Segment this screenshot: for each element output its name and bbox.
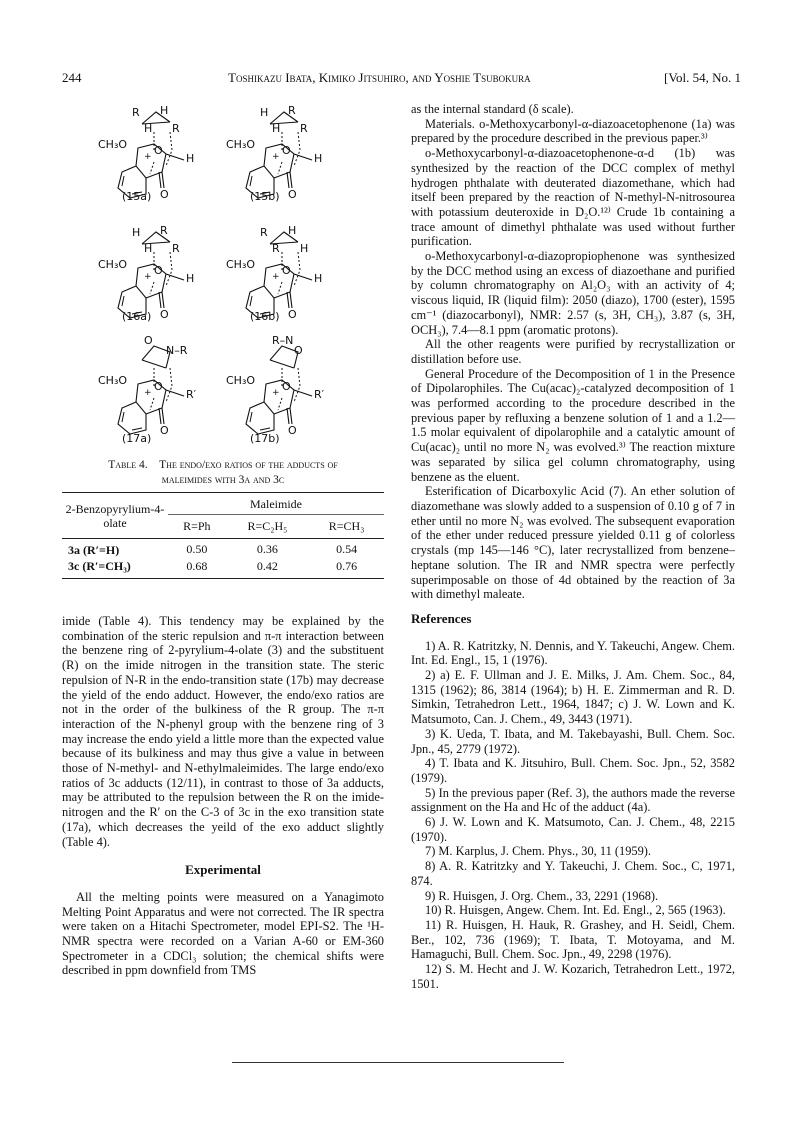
methoxy-label: CH₃O [226,138,256,151]
experimental-paragraph: All the melting points were measured on a Yanagimoto Melting Point Apparatus and were not corrected. The IR spectra were taken on a Hitachi Spectrometer, model EPI-S2. The ¹H-NMR spectra were recorded on a Varian A-60 or EM-360 Spectrometer in a CDCl₃ solution; the chemical shifts were described in ppm downfield from TMS [62,889,384,978]
carbonyl-oxygen-label: O [160,424,169,437]
reference-item: 2) a) E. F. Ullman and J. E. Milks, J. Am. Chem. Soc., 84, 1315 (1962); 86, 3814 (1964); b) H. E. Zimmerman and R. D. Simkin, Tetrahedron Lett., 1964, 1847; c) J. W. Lown and K. Matsumoto, Can. J. Chem., 49, 3443 (1971). [411,668,735,727]
substituent-right: R′ [314,388,325,401]
ring-oxygen-label: O [282,144,291,157]
plus-charge: + [144,272,152,282]
plus-charge: + [272,152,280,162]
discussion-paragraph: imide (Table 4). This tendency may be explained by the combination of the steric repulsion and π-π interaction between the benzene ring of 2-pyrylium-4-olate (3) and the substituent (R) on the imide nitrogen in the transition state. The steric repulsion of N-R in the endo-transition state (17b) may decrease the yield of the endo adduct. However, the endo/exo ratios are not in the order of the bulkiness of the R group. The π-π interaction of the N-phenyl group with the benzene ring of 3 may increase the endo yield a little more than the expected value because of its bulkiness and may thus give a value in between those of N-methyl- and N-ethylmaleimides. The large endo/exo ratios of 3c adducts (12/11), in contrast to those of 3a adducts, may be attributed to the repulsion between the R on the imide-nitrogen and the R′ on the C-3 of 3c in the exo transition state (17a), which decreases the yeild of the exo adduct slightly (Table 4). [62,614,384,849]
reference-item: 10) R. Huisgen, Angew. Chem. Int. Ed. Engl., 2, 565 (1963). [425,903,726,918]
substituent-right: H [314,272,323,285]
substituent-top-left: H [260,106,269,119]
table-cell: 0.50 [186,542,208,556]
table-row-label: 3a (R′=H) [68,542,120,557]
esterification-paragraph: Esterification of Dicarboxylic Acid (7). An ether solution of diazomethane was slowly added to a suspension of 0.10 g of 7 in ether until no more N₂ was evolved. The subsequent evaporation of the ether under reduced pressure yielded 0.11 g of colorless crystals (mp 145—146 °C), later recrystallized from benzene–heptane solution. The IR and NMR spectra were perfectly superimposable on those of 4d obtained by the reaction of 3a with dimethyl maleate. [411,484,735,602]
plus-charge: + [272,272,280,282]
substituent-top-left: R–N [272,334,294,347]
section-heading-experimental: Experimental [185,862,261,878]
structure-label: (15a) [122,190,152,203]
plus-charge: + [144,388,152,398]
structure-svg [94,102,214,212]
substituent-mid-right: H [300,242,309,255]
structure-svg [222,102,342,212]
right-paragraph-1: as the internal standard (δ scale). [411,102,574,116]
reference-item: 6) J. W. Lown and K. Matsumoto, Can. J. Chem., 48, 2215 (1970). [411,815,735,844]
references-list [411,639,735,992]
diazopropiophenone-paragraph: o-Methoxycarbonyl-α-diazopropiophenone was synthesized by the DCC method using an excess of diazoethane and purified by column chromatography on Al₂O₃ with an activity of 4; viscous liquid, IR (liquid film): 2050 (diazo), 1700 (ester), 1595 cm⁻¹ (diazocarbonyl), NMR: 2.57 (s, 3H, CH₃), 3.87 (s, 3H, OCH₃), 7.4—8.1 ppm (aromatic protons). [411,249,735,337]
synthesis-1b-paragraph: o-Methoxycarbonyl-α-diazoacetophenone-α-d (1b) was synthesized by the reaction of the DCC complex of methyl hydrogen phthalate with deuterated diazomethane, which had itself been prepared by the reaction of N-methyl-N-nitrosourea with potassium deuteroxide in D₂O.¹²⁾ Crude 1b containing a trace amount of dimethyl phthalate was used without further purification. [411,146,735,249]
table-col0-header: 2-Benzopyrylium-4-olate [62,493,168,539]
substituent-mid-right: R [172,242,180,255]
ring-oxygen-label: O [282,380,291,393]
ring-oxygen-label: O [154,264,163,277]
structure-17a [94,334,214,453]
substituent-right: H [186,152,195,165]
ring-oxygen-label: O [154,380,163,393]
reference-item: 5) In the previous paper (Ref. 3), the authors made the reverse assignment on the Ha and Hc of the adduct (4a). [411,785,735,815]
methoxy-label: CH₃O [98,138,128,151]
carbonyl-oxygen-label: O [160,188,169,201]
substituent-top-left: H [132,226,141,239]
methoxy-label: CH₃O [98,258,128,271]
substituent-mid-right: R [172,122,180,135]
structure-15a [94,102,214,217]
ring-oxygen-label: O [154,144,163,157]
substituent-top-right: O [294,344,303,357]
references-heading: References [411,610,472,626]
substituent-mid-left: H [144,242,153,255]
substituent-mid-right: R [300,122,308,135]
substituent-right: H [186,272,195,285]
ring-oxygen-label: O [282,264,291,277]
substituent-mid-left: R [272,242,280,255]
carbonyl-oxygen-label: O [288,424,297,437]
substituent-mid-left: H [144,122,153,135]
running-authors: Toshikazu Ibata, Kimiko Jitsuhiro, and Yoshie Tsubokura [228,70,531,85]
substituent-top-left: O [144,334,153,347]
table-cell: 0.36 [256,542,278,556]
carbonyl-oxygen-label: O [288,188,297,201]
reference-item: 3) K. Ueda, T. Ibata, and M. Takebayashi, Bull. Chem. Soc. Jpn., 45, 2779 (1972). [411,726,735,756]
structure-label: (17b) [250,432,280,445]
plus-charge: + [144,152,152,162]
table-row-label: 3c (R′=CH₃) [68,558,131,573]
page-number: 244 [62,70,82,85]
substituent-right: H [314,152,323,165]
substituent-mid-left: H [272,122,281,135]
structure-label: (16a) [122,310,152,323]
structure-svg [94,222,214,332]
methoxy-label: CH₃O [226,374,256,387]
materials-paragraph: Materials. o-Methoxycarbonyl-α-diazoacetophenone (1a) was prepared by the procedure described in the previous paper.³⁾ [411,116,735,146]
structure-svg [222,222,342,332]
structure-label: (15b) [250,190,280,203]
substituent-right: R′ [186,388,197,401]
footer-rule [232,1062,564,1063]
carbonyl-oxygen-label: O [160,308,169,321]
carbonyl-oxygen-label: O [288,308,297,321]
reference-item: 4) T. Ibata and K. Jitsuhiro, Bull. Chem. Soc. Jpn., 52, 3582 (1979). [411,756,735,785]
reagents-paragraph: All the other reagents were purified by recrystallization or distillation before use. [411,337,735,366]
structure-16a [94,222,214,337]
table-caption-line1: Table 4. The endo/exo ratios of the adducts of [108,459,338,471]
structure-17b [222,334,342,453]
substituent-top-right: H [288,224,297,237]
left-column [62,614,384,978]
reference-item: 8) A. R. Katritzky and Y. Takeuchi, J. Chem. Soc., C, 1971, 874. [411,859,735,888]
reference-item: 7) M. Karplus, J. Chem. Phys., 30, 11 (1959). [425,844,652,859]
general-procedure-paragraph: General Procedure of the Decomposition of 1 in the Presence of Dipolarophiles. The Cu(acac)₂-catalyzed decomposition of 1 was performed according to the procedure described in the previous paper by refluxing a benzene solution of 1 and a 1.2—1.5 molar equivalent of dipolarophile and a catalytic amount of Cu(acac)₂ until no more N₂ was evolved.³⁾ The reaction mixture was separated by silica gel column chromatography, using benzene as the eluent. [411,366,735,484]
table-row [62,558,384,579]
right-column [411,102,735,991]
substituent-top-right: R [160,224,168,237]
substituent-top-left: R [260,226,268,239]
table-subheader-ch3: R=CH₃ [309,515,384,539]
table-row [62,539,384,559]
table-cell: 0.76 [336,559,358,573]
table-caption [62,458,384,488]
table-cell: 0.42 [256,559,278,573]
structure-15b [222,102,342,217]
structure-label: (17a) [122,432,152,445]
substituent-top-right: R [288,104,296,117]
table-group-header: Maleimide [250,497,302,511]
structure-16b [222,222,342,337]
reference-item: 11) R. Huisgen, H. Hauk, R. Grashey, and H. Seidl, Chem. Ber., 102, 736 (1969); T. Ibata, T. Motoyama, and M. Hamaguchi, Bull. Chem. Soc. Jpn., 49, 2298 (1976). [411,917,735,962]
journal-volume: [Vol. 54, No. 1 [664,70,742,85]
substituent-top-right: N–R [166,344,188,357]
table-cell: 0.54 [336,542,358,556]
methoxy-label: CH₃O [226,258,256,271]
substituent-top-left: R [132,106,140,119]
substituent-top-right: H [160,104,169,117]
table-caption-line2: maleimides with 3a and 3c [161,474,285,486]
plus-charge: + [272,388,280,398]
reference-item: 1) A. R. Katritzky, N. Dennis, and Y. Takeuchi, Angew. Chem. Int. Ed. Engl., 15, 1 (1976). [411,638,735,668]
reference-item: 12) S. M. Hecht and J. W. Kozarich, Tetrahedron Lett., 1972, 1501. [411,962,735,991]
reference-item: 9) R. Huisgen, J. Org. Chem., 33, 2291 (1968). [425,888,659,903]
table-subheader-ph: R=Ph [168,515,226,539]
table-cell: 0.68 [186,559,208,573]
methoxy-label: CH₃O [98,374,128,387]
structure-label: (16b) [250,310,280,323]
table-4 [62,492,384,579]
table-subheader-c2h5: R=C₂H₅ [226,515,310,539]
